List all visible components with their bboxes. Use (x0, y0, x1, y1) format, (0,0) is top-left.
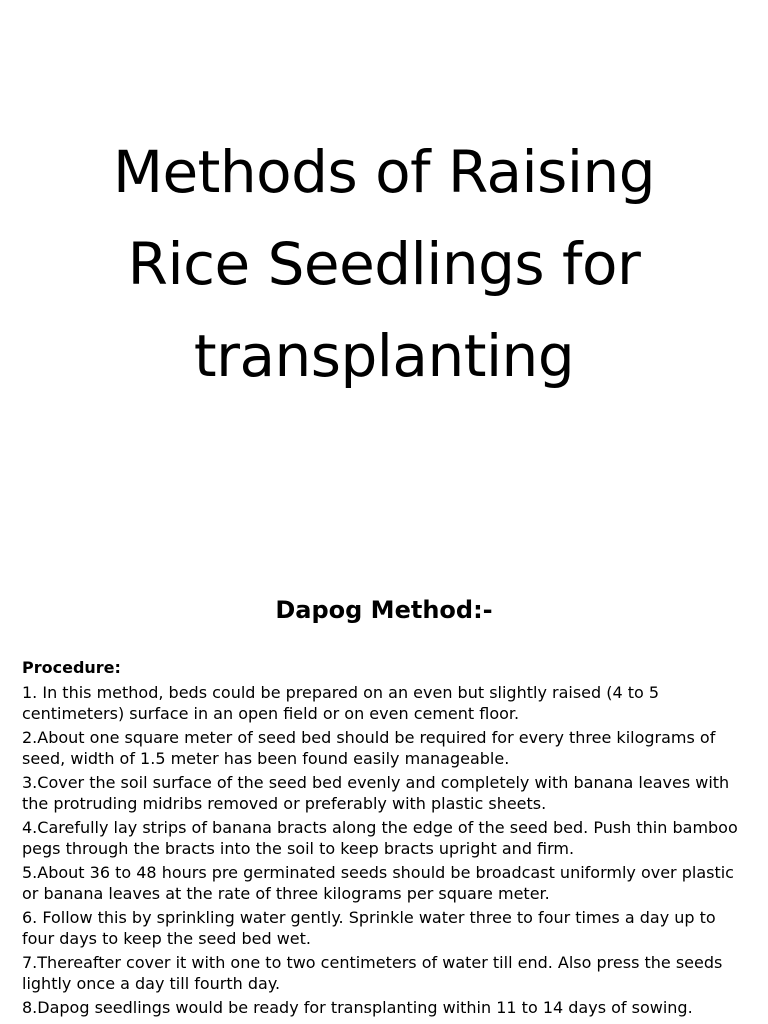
procedure-step: 3.Cover the soil surface of the seed bed evenly and completely with banana leaves with the protruding midribs removed or preferably with plastic sheets. (22, 773, 730, 813)
procedure-steps (22, 682, 752, 1018)
procedure-step: 2.About one square meter of seed bed should be required for every three kilograms of seed, width of 1.5 meter has been found easily manageable. (22, 728, 716, 768)
procedure-block (22, 657, 752, 1021)
page-title-line: Methods of Raising (112, 138, 656, 206)
procedure-step: 4.Carefully lay strips of banana bracts along the edge of the seed bed. Push thin bamboo pegs through the bracts into the soil to keep bracts upright and firm. (22, 818, 738, 858)
procedure-step: 5.About 36 to 48 hours pre germinated seeds should be broadcast uniformly over plastic or banana leaves at the rate of three kilograms per square meter. (22, 863, 734, 903)
page-title-line: Rice Seedlings for (127, 230, 641, 298)
procedure-step: 6. Follow this by sprinkling water gently. Sprinkle water three to four times a day up to four days to keep the seed bed wet. (22, 908, 716, 948)
procedure-step: 7.Thereafter cover it with one to two centimeters of water till end. Also press the seeds lightly once a day till fourth day. (22, 953, 723, 993)
procedure-step: 1. In this method, beds could be prepared on an even but slightly raised (4 to 5 centimeters) surface in an open field or on even cement floor. (22, 683, 660, 723)
page-title-line: transplanting (193, 322, 575, 390)
page-title (0, 126, 768, 402)
procedure-label: Procedure: (22, 658, 121, 677)
section-heading: Dapog Method:- (275, 596, 493, 624)
procedure-step: 8.Dapog seedlings would be ready for transplanting within 11 to 14 days of sowing. (22, 998, 693, 1017)
